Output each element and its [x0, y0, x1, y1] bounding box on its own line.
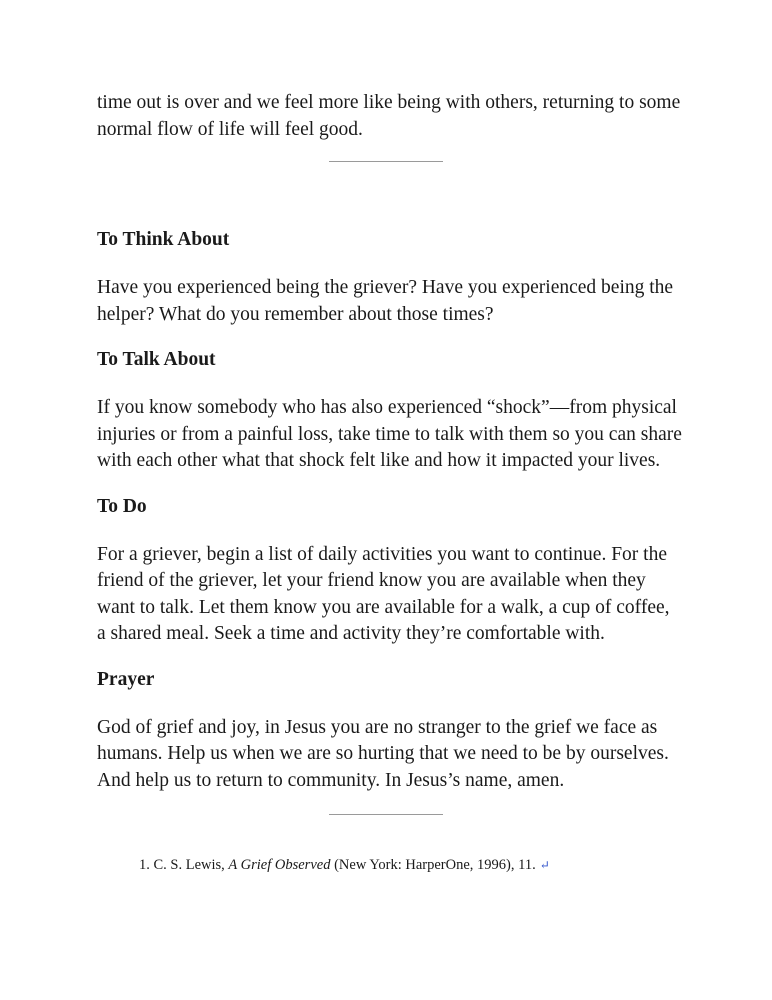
paragraph-prayer: God of grief and joy, in Jesus you are no stranger to the grief we face as humans. Help us when we are so hurting that we need to be by ourselves. And help us to return to community. In Jesus’s name, amen. [97, 716, 669, 791]
footnote-number: 1. [139, 857, 150, 873]
heading-prayer: Prayer [97, 668, 155, 690]
footnote-author: C. S. Lewis, [153, 857, 225, 873]
paragraph-to-do: For a griever, begin a list of daily activities you want to continue. For the friend of the griever, let your friend know you are available when they want to talk. Let them know you are available for a walk, a cup of coffee, a shared meal. Seek a time and activity they’re comfortable with. [97, 543, 670, 644]
return-arrow-icon[interactable]: ↵ [539, 858, 550, 872]
paragraph-to-think-about: Have you experienced being the griever? Have you experienced being the helper? What do you remember about those times? [97, 277, 674, 325]
footnote-divider [329, 814, 443, 815]
heading-to-think-about: To Think About [97, 229, 230, 250]
paragraph-to-talk-about: If you know somebody who has also experienced “shock”—from physical injuries or from a painful loss, take time to talk with them so you can share with each other what that shock felt like and how it impacted your lives. [97, 397, 682, 471]
footnote [139, 855, 550, 875]
footnote-publication: (New York: HarperOne, 1996), 11. [334, 857, 536, 873]
document-body [97, 90, 682, 815]
intro-paragraph: time out is over and we feel more like being with others, returning to some normal flow of life will feel good. [97, 92, 681, 140]
heading-to-talk-about: To Talk About [97, 349, 216, 370]
heading-to-do: To Do [97, 495, 147, 517]
footnote-book-title: A Grief Observed [228, 857, 331, 873]
section-divider [329, 161, 443, 162]
